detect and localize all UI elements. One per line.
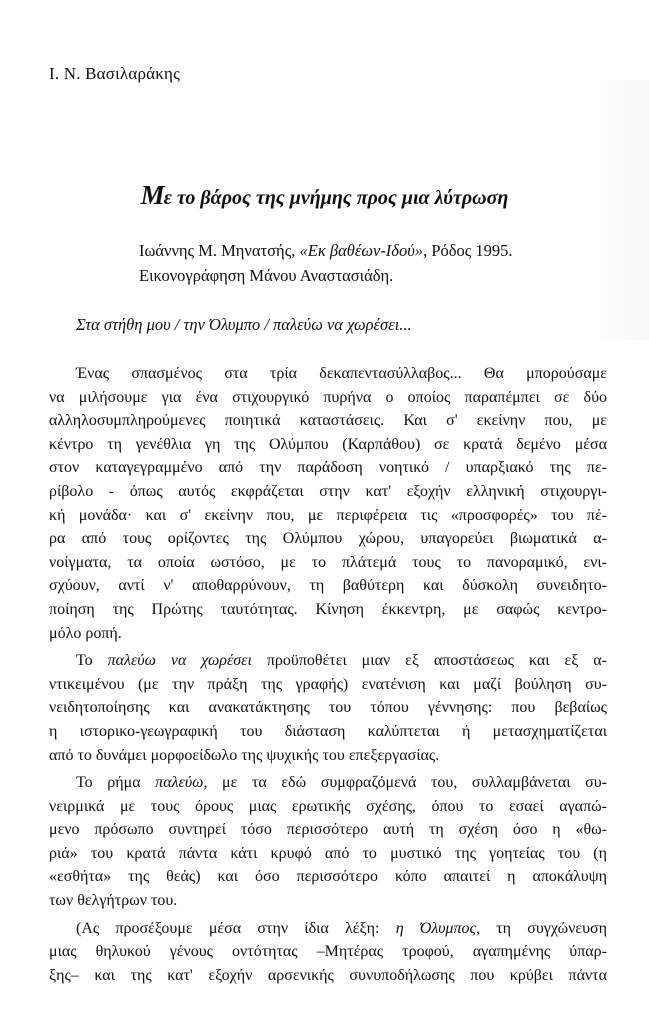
text-line: η ιστορικο-γεωγραφική του διάσταση καλύπτεται ή μετασχηματίζεται: [49, 722, 607, 740]
text-run: Το: [76, 652, 108, 670]
text-line: [49, 917, 607, 941]
article-body: [49, 362, 607, 987]
text-line: σχύουν, αντί ν' αποθαρρύνουν, τη βαθύτερη και δύσκολη συνειδητο-: [49, 577, 607, 595]
book-reference: [139, 238, 619, 288]
text-line: ρίβολο - όπως αυτός εκφράζεται στην κατ' εξοχήν ελληνική στιχουργι-: [49, 482, 607, 500]
text-run: προϋποθέτει μιαν εξ αποστάσεως και εξ α-: [251, 652, 607, 670]
epigraph: Στα στήθη μου / την Όλυμπο / παλεύω να χωρέσει...: [76, 315, 412, 334]
paragraph-3: [49, 771, 607, 913]
text-line: κή μονάδα· και σ' εκείνην που, με περιφέρεια τις «προσφορές» του πέ-: [49, 506, 607, 524]
book-author: Ιωάννης Μ. Μηνατσής,: [139, 241, 300, 260]
text-line: μόλο ροπή.: [49, 624, 122, 642]
text-line: ξης– και της κατ' εξοχήν αρσενικής συνυποδήλωσης που κρύβει πάντα: [49, 966, 607, 984]
text-line: να μιλήσουμε για ένα στιχουργικό πυρήνα ο οποίος παραπέμπει σε δύο: [49, 388, 607, 406]
book-place-year: , Ρόδος 1995.: [423, 241, 513, 260]
text-line: ριά» του κρατά πάντα κάτι κρυφό από το μυστικό της γοητείας του (η: [49, 844, 607, 862]
text-line: νοίγματα, τα οποία ωστόσο, με το πλάτεμά τους το πανοραμικό, ενι-: [49, 553, 607, 571]
text-line: των θελγήτρων του.: [49, 892, 178, 910]
paragraph-2: [49, 649, 607, 767]
paragraph-1: [49, 362, 607, 645]
text-line: Ένας σπασμένος στα τρία δεκαπεντασύλλαβος... Θα μπορούσαμε: [76, 365, 607, 382]
text-line: αλληλοσυμπληρούμενες ποιητικά καταστάσεις. Και σ' εκείνην που, με: [49, 412, 607, 430]
text-line: ρα από τους ορίζοντες της Ολύμπου χώρου, υπαγορεύει βιωματικά α-: [49, 530, 607, 548]
emphasized-phrase: η Όλυμπος: [395, 919, 476, 937]
text-line: κέντρο τη γενέθλια γη της Ολύμπου (Καρπάθου) σε κρατά δεμένο μέσα: [49, 435, 607, 453]
text-run: (Ας προσέξουμε μέσα στην ίδια λέξη:: [76, 919, 396, 937]
text-line: νειρμικά με τους όρους μιας ερωτικής σχέσης, όπου το εσαεί αγαπώ-: [49, 797, 607, 815]
text-line: ποίηση της Πρώτης ταυτότητας. Κίνηση έκκεντρη, με σαφώς κεντρο-: [49, 600, 607, 618]
text-line: στον καταγεγραμμένο από την παράδοση νοητικό / υπαρξιακό της πε-: [49, 459, 607, 477]
book-reference-line-1: [139, 238, 619, 263]
text-line: [49, 771, 607, 795]
text-line: μενο πρόσωπο συντηρεί τόσο περισσότερο αυτή τη σχέση όσο η «θω-: [49, 821, 607, 839]
running-head-author: Ι. Ν. Βασιλαράκης: [49, 64, 181, 83]
title-initial: Μ: [140, 180, 164, 210]
text-line: μιας θηλυκού γένους οντότητας –Μητέρας τροφού, αγαπημένης ύπαρ-: [49, 943, 607, 961]
text-line: «εσθήτα» της θεάς) και όσο περισσότερο κόπο απαιτεί η αποκάλυψη: [49, 868, 607, 886]
article-title: [0, 180, 649, 211]
text-line: νειδητοποίησης και ανακατάκτησης του τόπου γέννησης: που βεβαίως: [49, 699, 607, 717]
text-run: Το ρήμα: [76, 774, 156, 792]
book-title: «Εκ βαθέων-Ιδού»: [299, 241, 424, 260]
text-run: , με τα εδώ συμφραζόμενά του, συλλαμβάνεται συ-: [203, 774, 608, 792]
emphasized-phrase: παλεύω να χωρέσει: [107, 652, 252, 670]
book-illustration-credit: Εικονογράφηση Μάνου Αναστασιάδη.: [139, 266, 394, 285]
title-text: ε το βάρος της μνήμης προς μια λύτρωση: [163, 187, 509, 209]
text-line: ντικειμένου (με την πράξη της γραφής) ενατένιση και μαζί βούληση συ-: [49, 675, 607, 693]
emphasized-word: παλεύω: [155, 774, 204, 792]
text-line: από το δυνάμει μορφοείδωλο της ψυχικής του επεξεργασίας.: [49, 746, 440, 764]
text-line: [49, 649, 607, 673]
paragraph-4: [49, 917, 607, 988]
text-run: , τη συγχώνευση: [475, 919, 607, 937]
